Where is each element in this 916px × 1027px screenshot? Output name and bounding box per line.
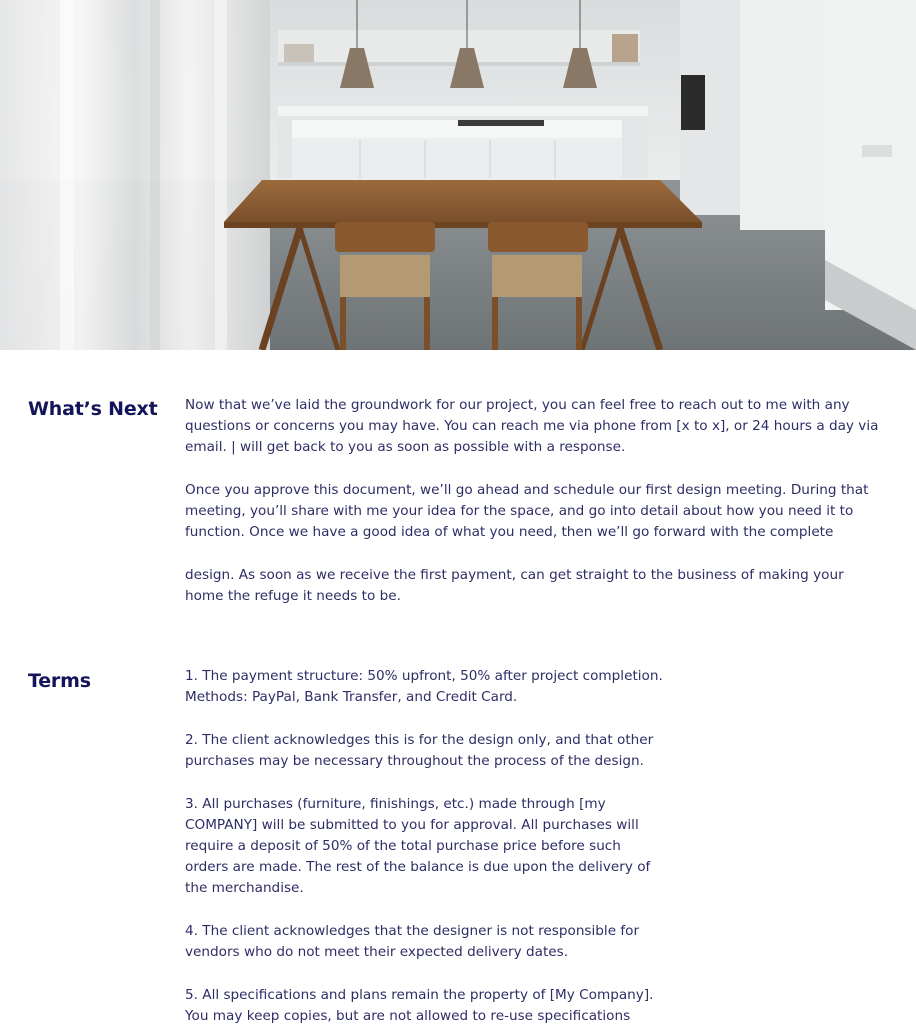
terms-heading: Terms xyxy=(28,670,91,692)
terms-item: 3. All purchases (furniture, finishings, etc.) made through [my COMPANY] will be submitted to you for approval. All purchases will require a deposit of 50% of the total purchase price before such orders are made. The rest of the balance is due upon the delivery of the merchandise. xyxy=(185,796,651,896)
terms-section xyxy=(0,640,916,1024)
terms-item: 1. The payment structure: 50% upfront, 50% after project completion. Methods: PayPal, Bank Transfer, and Credit Card. xyxy=(185,668,663,705)
whats-next-paragraph: Now that we’ve laid the groundwork for our project, you can feel free to reach out to me with any questions or concerns you may have. You can reach me via phone from [x to x], or 24 hours a day via email. | will get back to you as soon as possible with a response. xyxy=(185,397,879,455)
whats-next-heading: What’s Next xyxy=(28,398,158,420)
terms-item: 2. The client acknowledges this is for the design only, and that other purchases may be necessary throughout the process of the design. xyxy=(185,732,654,769)
terms-item: 4. The client acknowledges that the designer is not responsible for vendors who do not meet their expected delivery dates. xyxy=(185,923,640,960)
whats-next-section xyxy=(0,350,916,640)
terms-list xyxy=(185,666,665,1027)
terms-item: 5. All specifications and plans remain the property of [My Company]. You may keep copies, but are not allowed to re-use specifications xyxy=(185,987,654,1024)
whats-next-paragraph: design. As soon as we receive the first payment, can get straight to the business of making your home the refuge it needs to be. xyxy=(185,567,844,604)
whats-next-body xyxy=(185,395,885,607)
hero-image xyxy=(0,0,916,350)
whats-next-paragraph: Once you approve this document, we’ll go ahead and schedule our first design meeting. During that meeting, you’ll share with me your idea for the space, and go into detail about how you need it to function. Once we have a good idea of what you need, then we’ll go forward with the complete xyxy=(185,482,869,540)
